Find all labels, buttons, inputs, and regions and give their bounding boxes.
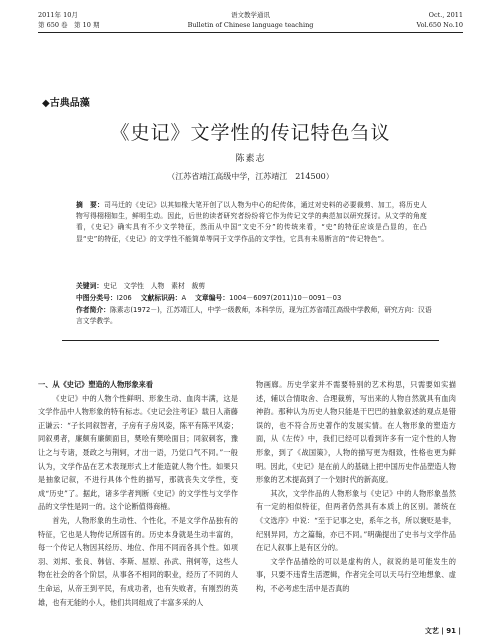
section-heading: 一、从《史记》塑造的人物形象来看 (38, 380, 154, 389)
header-volume-en: Vol.650 No.10 (416, 21, 463, 29)
abstract-text: 司马迁的《史记》以其如椽大笔开创了以人物为中心的纪传体，通过对史料的必要裁剪、加工，将历史人物写得栩栩如生，鲜明生动。因此，后世的读者研究者纷纷将它作为传记文学的典范加以研究探讨。从文学的角度看，《史记》确实具有不少文学特征，然而从中国“文史不分”的传统来看，“史”的特征应该是凸显的，在凸显“史”的特征，《史记》的文学性不能简单等同于文学作品的文学性，它具有未易断言的“传记特色”。 (76, 201, 427, 243)
author-affiliation: （江苏省靖江高级中学，江苏靖江 214500） (167, 172, 334, 181)
author-bio-text: 陈素志(1972－)，江苏靖江人，中学一级教师，本科学历，现为江苏省靖江高级中学教师，研究方向：汉语言文学教学。 (76, 306, 432, 325)
paragraph-continued: 物画廊。历史学家并不需要特别的艺术构思，只需要如实描述，辅以合情取舍、合理裁剪，写出来的人物自然就具有血肉神韵。那种认为历史人物只能是干巴巴的抽象叙述的观点是错误的，也不符合历史著作的发展实情。在人物形象的塑造方面，从《左传》中，我们已经可以看到许多有一定个性的人物形象，到了《战国策》，人物的描写更为细致，性格也更为鲜明。因此，《史记》是在前人的基础上把中国历史作品塑造人物形象的艺术提高到了一个划时代的新高度。 (256, 380, 456, 485)
keywords-label: 关键词： (76, 282, 104, 290)
abstract-rule (62, 340, 439, 341)
keywords-text: 史记 文学性 人物 素材 裁剪 (103, 282, 206, 290)
article-title: 《史记》文学性的传记特色刍议 (110, 122, 391, 144)
paragraph: 《史记》中的人物个性鲜明、形象生动、血肉丰满，这是文学作品中人物形象的特有标志。《史记会注考证》载日人斋藤正谦云：“子长同叙智者，子房有子房风姿，陈平有陈平风姿；同叙勇者，廉颇有廉颇面目，樊哙有樊哙面目；同叙刺客，豫让之与专诸，聂政之与荆轲，才出一语，乃觉口气不同。”一般认为，文学作品在艺术表现形式上才能造就人物个性。如果只是抽象记叙，不进行具体个性的描写，那就丧失文学性，变成“历史”了。据此，诸多学者判断《史记》的文学性与文学作品的文学性是同一的。这个论断值得商榷。 (38, 393, 238, 512)
header-volume: 第 650 卷 第 10 期 (38, 21, 100, 29)
header-right (417, 10, 463, 30)
keywords (76, 281, 436, 292)
doc-code-label: 文献标识码： (140, 294, 182, 302)
classification (76, 293, 436, 304)
journal-name-en: Bulletin of Chinese language teaching (187, 21, 314, 29)
right-column (256, 378, 456, 596)
author-name: 陈素志 (235, 154, 266, 164)
doc-code-value: A (181, 294, 187, 302)
paragraph: 首先，人物形象的生动性、个性化，不是文学作品独有的特征，它也是人物传记所固有的。历史本身就是生动丰富的，每一个传记人物因其经历、地位、作用不同而各具个性。如项羽、刘邦、张良、韩信、李斯、屈原、孙武、荆轲等，这些人物在社会的各个阶层，从事各不相同的职业，经历了不同的人生命运，从帝王到平民，有成功者，也有失败者，有刚烈的英雄，也有无能的小人，他们共同组成了丰富多采的人 (38, 515, 238, 607)
paragraph: 文学作品描绘的可以是虚构的人，叙说的是可能发生的事，只要不违背生活逻辑，作者完全可以天马行空地想象、虚构，不必考虑生活中是否真的 (256, 556, 456, 593)
page-footer: 文艺 | 91 | (424, 627, 461, 635)
journal-name-zh: 语文教学通讯 (231, 11, 270, 19)
header-rule (38, 32, 463, 33)
abstract-label: 摘 要： (76, 201, 105, 209)
article-number-label: 文章编号： (195, 294, 230, 302)
abstract (76, 200, 427, 245)
section-label: ◆古典品藻 (42, 98, 90, 109)
header-date: 2011年 10月 (38, 11, 78, 19)
author-bio (76, 305, 436, 327)
paragraph: 其次，文学作品的人物形象与《史记》中的人物形象虽然有一定的相似特征，但两者仍然具有本质上的区别。萧统在《文选序》中说：“至于记事之史，系年之书，所以褒贬是非，纪别异同，方之篇翰，亦已不同。”明确提出了史书与文学作品在记人叙事上是有区分的。 (256, 488, 456, 553)
article-number-value: 1004－6097(2011)10－0091－03 (229, 294, 342, 302)
clc-value: I206 (116, 294, 132, 302)
header-date-en: Oct., 2011 (428, 11, 463, 19)
author-bio-label: 作者简介： (76, 306, 110, 314)
clc-label: 中图分类号： (76, 294, 117, 302)
left-column (38, 378, 238, 609)
